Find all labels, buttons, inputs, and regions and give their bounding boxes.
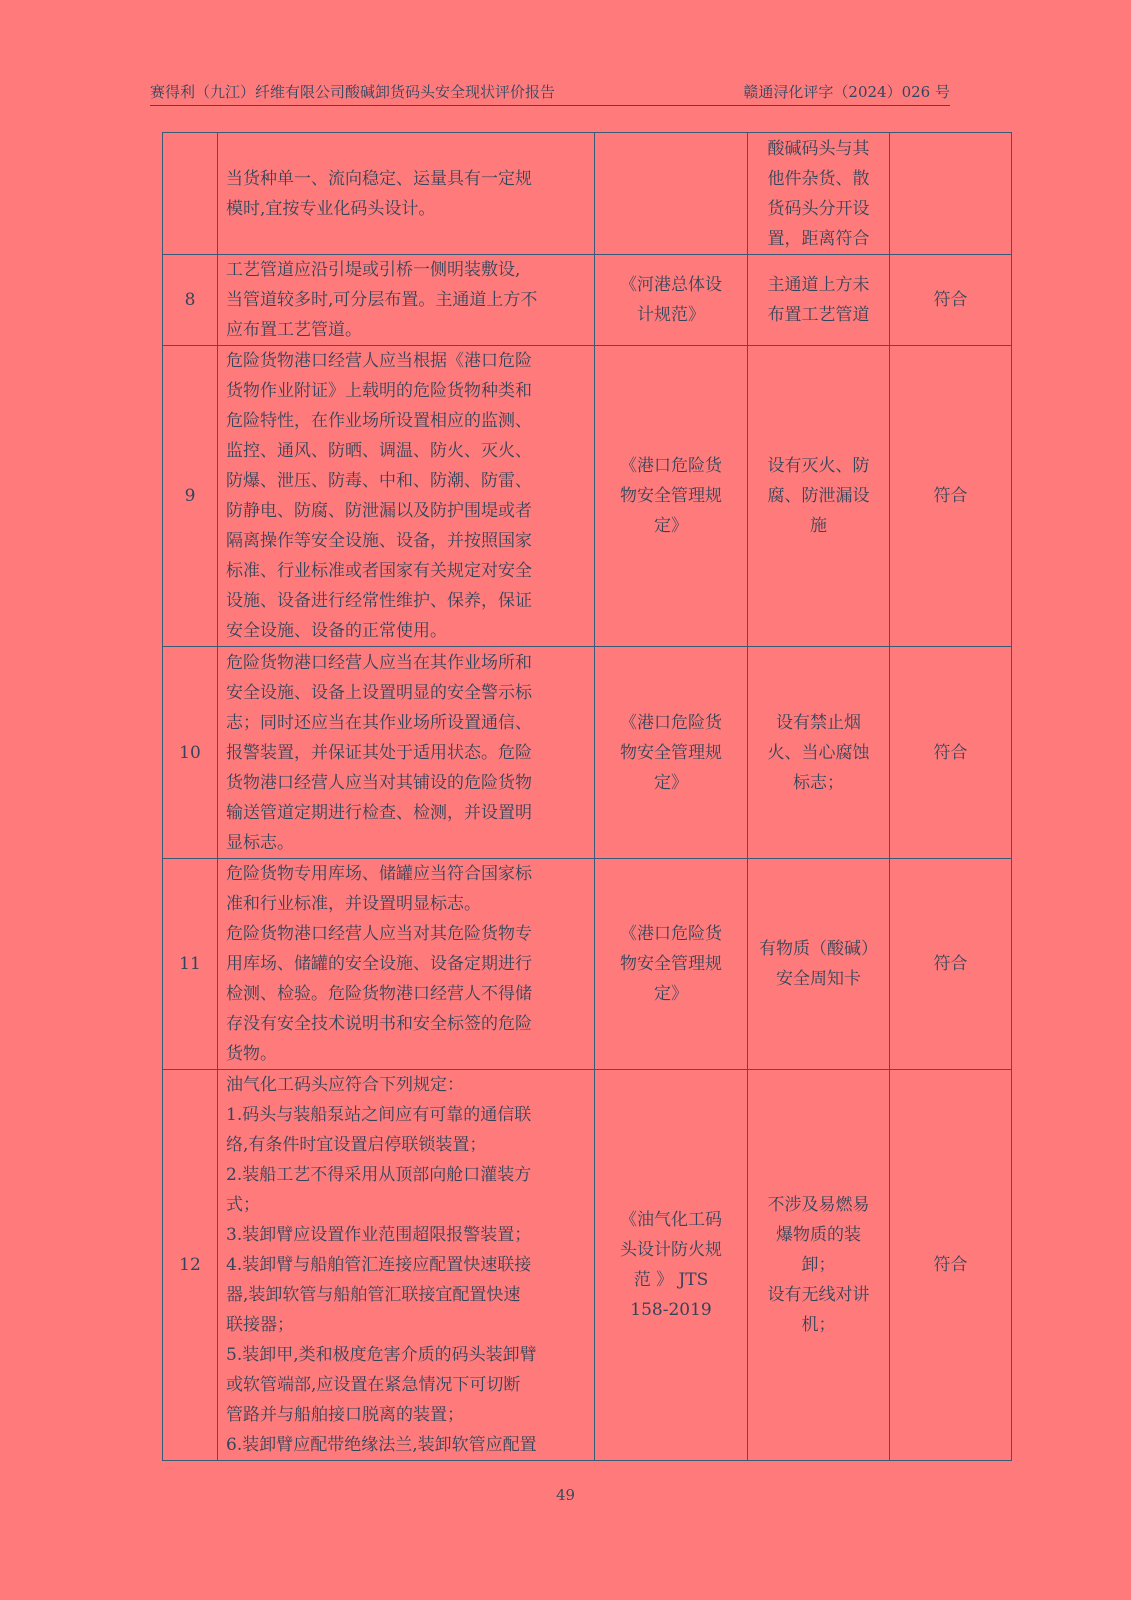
table-row (163, 859, 1012, 1070)
requirement-line: 式； (226, 1195, 260, 1215)
document-number: 赣通浔化评字（2024）026 号 (743, 83, 950, 101)
requirement-line: 货物港口经营人应当对其铺设的危险货物 (226, 772, 532, 793)
requirement-line: 1.码头与装船泵站之间应有可靠的通信联 (226, 1105, 532, 1125)
requirement-line: 货物作业附证》上载明的危险货物种类和 (226, 381, 532, 401)
requirement-line: 隔离操作等安全设施、设备，并按照国家 (226, 531, 532, 551)
finding-line: 他件杂货、散 (767, 168, 870, 189)
requirement-cell (218, 346, 595, 647)
finding-line: 布置工艺管道 (767, 305, 870, 325)
finding-line: 置，距离符合 (767, 228, 870, 249)
requirement-line: 输送管道定期进行检查、检测，并设置明 (226, 802, 532, 823)
result-cell (890, 133, 1012, 255)
requirement-cell (218, 647, 595, 859)
finding-line: 火、当心腐蚀 (767, 742, 870, 763)
requirement-cell (218, 255, 595, 346)
requirement-line: 2.装船工艺不得采用从顶部向舱口灌装方 (226, 1165, 532, 1185)
standard-cell (595, 346, 748, 647)
requirement-line: 当管道较多时,可分层布置。主通道上方不 (226, 290, 538, 310)
table-row (163, 647, 1012, 859)
standard-line: 物安全管理规 (620, 742, 722, 763)
result-cell: 符合 (890, 1070, 1012, 1461)
finding-cell (748, 255, 890, 346)
requirement-line: 模时,宜按专业化码头设计。 (226, 198, 436, 219)
result-cell: 符合 (890, 647, 1012, 859)
finding-cell (748, 647, 890, 859)
row-number: 10 (163, 647, 218, 859)
finding-cell (748, 1070, 890, 1461)
finding-line: 不涉及易燃易 (767, 1195, 870, 1215)
finding-line: 腐、防泄漏设 (767, 486, 870, 506)
standard-cell (595, 859, 748, 1070)
requirement-line: 危险货物专用库场、储罐应当符合国家标 (226, 864, 532, 884)
standard-line: 定》 (654, 516, 688, 536)
requirement-line: 设施、设备进行经常性维护、保养，保证 (226, 591, 532, 611)
standard-line: 计规范》 (637, 305, 705, 325)
requirement-line: 安全设施、设备上设置明显的安全警示标 (226, 682, 532, 703)
requirement-line: 志；同时还应当在其作业场所设置通信、 (226, 712, 532, 733)
standard-cell (595, 255, 748, 346)
finding-line: 标志； (793, 772, 844, 793)
standard-cell (595, 1070, 748, 1461)
standard-cell (595, 133, 748, 255)
requirement-line: 防爆、泄压、防毒、中和、防潮、防雷、 (226, 471, 532, 491)
finding-line: 有物质（酸碱） (759, 939, 878, 959)
requirement-line: 危险特性，在作业场所设置相应的监测、 (226, 411, 532, 431)
requirement-line: 油气化工码头应符合下列规定： (226, 1075, 464, 1095)
requirement-line: 或软管端部,应设置在紧急情况下可切断 (226, 1375, 521, 1395)
finding-line: 施 (810, 516, 827, 536)
standard-line: 《河港总体设 (620, 275, 722, 295)
requirement-line: 显标志。 (226, 832, 294, 853)
requirement-line: 安全设施、设备的正常使用。 (226, 621, 447, 641)
standard-line: 158-2019 (630, 1300, 712, 1320)
standard-line: 《港口危险货 (620, 456, 722, 476)
finding-line: 卸； (801, 1255, 836, 1275)
requirement-line: 检测、检验。危险货物港口经营人不得储 (226, 984, 532, 1004)
row-number: 9 (163, 346, 218, 647)
requirement-line: 当货种单一、流向稳定、运量具有一定规 (226, 168, 532, 189)
requirement-line: 准和行业标准，并设置明显标志。 (226, 894, 481, 914)
requirement-line: 工艺管道应沿引堤或引桥一侧明装敷设, (226, 260, 521, 280)
finding-line: 设有无线对讲 (767, 1285, 870, 1305)
standard-line: 定》 (654, 984, 688, 1004)
standard-cell (595, 647, 748, 859)
table-row (163, 255, 1012, 346)
standard-line: 《港口危险货 (620, 924, 722, 944)
table-row (163, 1070, 1012, 1461)
finding-cell (748, 346, 890, 647)
requirement-line: 管路并与船舶接口脱离的装置； (226, 1405, 464, 1425)
requirement-line: 标准、行业标准或者国家有关规定对安全 (226, 561, 532, 581)
finding-line: 爆物质的装 (776, 1225, 861, 1245)
requirement-cell (218, 133, 595, 255)
finding-cell (748, 133, 890, 255)
report-title: 赛得利（九江）纤维有限公司酸碱卸货码头安全现状评价报告 (150, 83, 556, 101)
table-row (163, 346, 1012, 647)
page-header (150, 79, 950, 106)
standard-line: 《港口危险货 (620, 712, 722, 733)
requirement-line: 危险货物港口经营人应当在其作业场所和 (226, 652, 532, 673)
requirement-line: 危险货物港口经营人应当根据《港口危险 (226, 351, 532, 371)
row-number: 8 (163, 255, 218, 346)
requirement-line: 报警装置，并保证其处于适用状态。危险 (226, 742, 532, 763)
finding-line: 设有灭火、防 (767, 456, 870, 476)
row-number (163, 133, 218, 255)
compliance-table (162, 132, 1012, 1461)
table-row (163, 133, 1012, 255)
requirement-cell (218, 859, 595, 1070)
standard-line: 范 》 JTS (633, 1270, 709, 1290)
requirement-line: 货物。 (226, 1044, 277, 1064)
requirement-line: 监控、通风、防晒、调温、防火、灭火、 (226, 441, 532, 461)
finding-line: 机； (801, 1315, 836, 1335)
result-cell: 符合 (890, 255, 1012, 346)
requirement-cell (218, 1070, 595, 1461)
requirement-line: 5.装卸甲,类和极度危害介质的码头装卸臂 (226, 1345, 537, 1365)
result-cell: 符合 (890, 859, 1012, 1070)
requirement-line: 联接器； (226, 1315, 294, 1335)
finding-line: 设有禁止烟 (776, 712, 861, 733)
requirement-line: 器,装卸软管与船舶管汇联接宜配置快速 (226, 1285, 521, 1305)
standard-line: 物安全管理规 (620, 954, 722, 974)
requirement-line: 存没有安全技术说明书和安全标签的危险 (226, 1014, 532, 1034)
row-number: 12 (163, 1070, 218, 1461)
finding-line: 安全周知卡 (776, 969, 861, 989)
requirement-line: 应布置工艺管道。 (226, 320, 362, 340)
standard-line: 定》 (654, 772, 688, 793)
result-cell: 符合 (890, 346, 1012, 647)
standard-line: 《油气化工码 (620, 1210, 722, 1230)
finding-line: 货码头分开设 (767, 198, 870, 219)
standard-line: 物安全管理规 (620, 486, 722, 506)
finding-line: 酸碱码头与其 (767, 138, 870, 159)
row-number: 11 (163, 859, 218, 1070)
requirement-line: 防静电、防腐、防泄漏以及防护围堤或者 (226, 501, 532, 521)
requirement-line: 3.装卸臂应设置作业范围超限报警装置； (226, 1225, 532, 1245)
requirement-line: 6.装卸臂应配带绝缘法兰,装卸软管应配置 (226, 1435, 537, 1455)
finding-cell (748, 859, 890, 1070)
requirement-line: 危险货物港口经营人应当对其危险货物专 (226, 924, 532, 944)
requirement-line: 络,有条件时宜设置启停联锁装置； (226, 1135, 487, 1155)
finding-line: 主通道上方未 (767, 275, 870, 295)
requirement-line: 4.装卸臂与船舶管汇连接应配置快速联接 (226, 1255, 532, 1275)
requirement-line: 用库场、储罐的安全设施、设备定期进行 (226, 954, 532, 974)
page-number: 49 (555, 1486, 576, 1504)
standard-line: 头设计防火规 (620, 1240, 722, 1260)
